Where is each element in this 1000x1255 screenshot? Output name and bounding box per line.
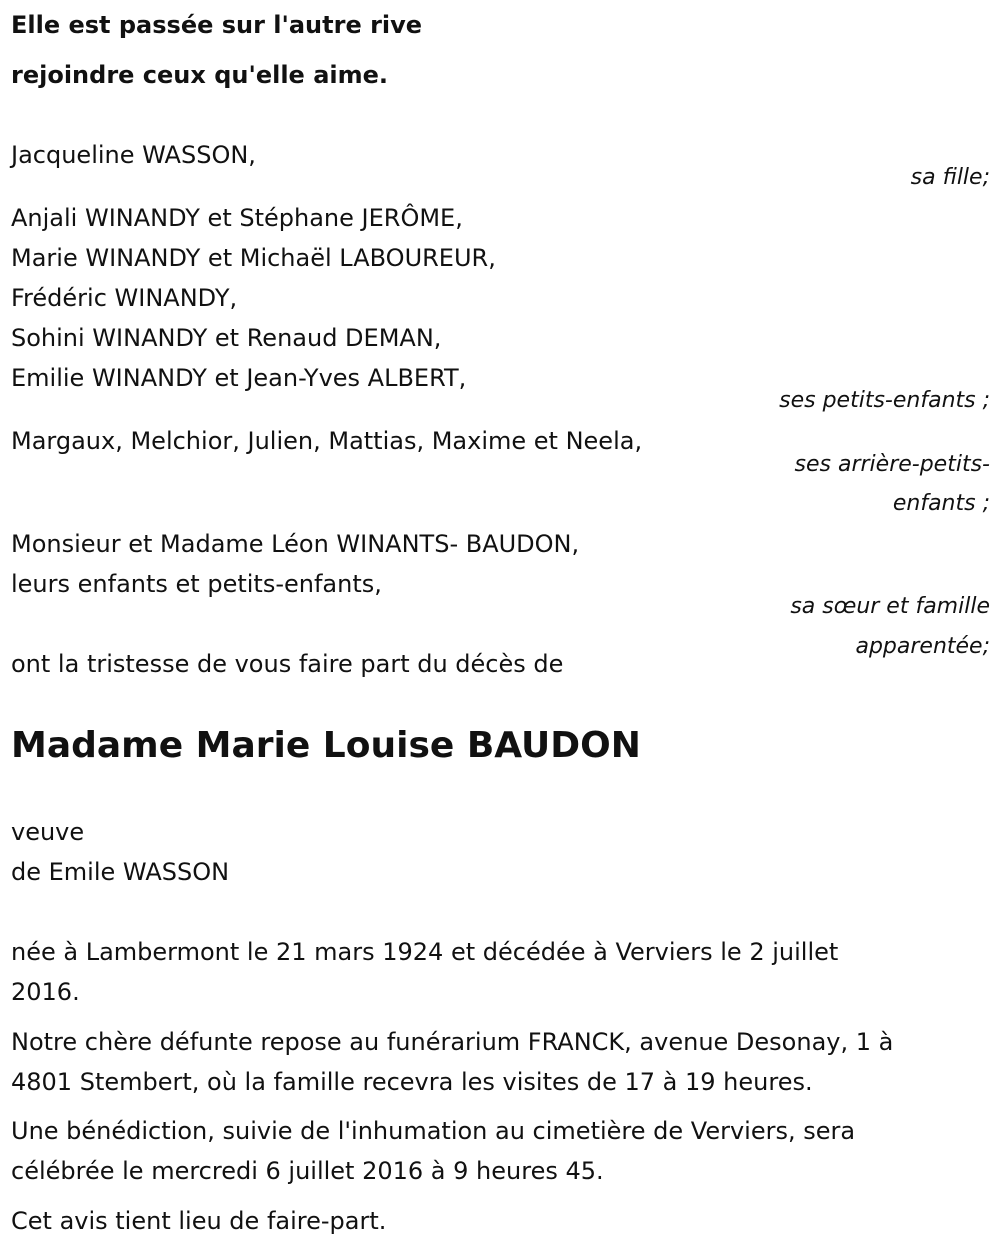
daughter-role: sa fille; — [910, 165, 990, 190]
birth-death-line-1: née à Lambermont le 21 mars 1924 et décédée à Verviers le 2 juillet — [11, 938, 839, 966]
daughter-name: Jacqueline WASSON, — [11, 141, 256, 169]
birth-death-line-2: 2016. — [11, 978, 80, 1006]
great-grandchildren-role-line-2: enfants ; — [892, 491, 990, 516]
sister-line-2: leurs enfants et petits-enfants, — [11, 570, 382, 598]
announcement: ont la tristesse de vous faire part du décès de — [11, 650, 564, 678]
widow-line-2: de Emile WASSON — [11, 858, 230, 886]
sister-line-1: Monsieur et Madame Léon WINANTS- BAUDON, — [11, 530, 580, 558]
grandchild-5: Emilie WINANDY et Jean-Yves ALBERT, — [11, 364, 467, 392]
funeral-home-line-2: 4801 Stembert, où la famille recevra les visites de 17 à 19 heures. — [11, 1068, 813, 1096]
grandchild-2: Marie WINANDY et Michaël LABOUREUR, — [11, 244, 496, 272]
epigraph-line-2: rejoindre ceux qu'elle aime. — [11, 61, 389, 89]
sister-role-line-1: sa sœur et famille — [790, 594, 990, 619]
great-grandchildren: Margaux, Melchior, Julien, Mattias, Maxime et Neela, — [11, 427, 643, 455]
deceased-name: Madame Marie Louise BAUDON — [11, 725, 641, 766]
sister-role-line-2: apparentée; — [855, 634, 990, 659]
ceremony-line-1: Une bénédiction, suivie de l'inhumation au cimetière de Verviers, sera — [11, 1117, 856, 1145]
grandchildren-role: ses petits-enfants ; — [779, 388, 990, 413]
closing-note: Cet avis tient lieu de faire-part. — [11, 1207, 387, 1235]
grandchild-3: Frédéric WINANDY, — [11, 284, 238, 312]
ceremony-line-2: célébrée le mercredi 6 juillet 2016 à 9 heures 45. — [11, 1157, 604, 1185]
widow-line-1: veuve — [11, 818, 85, 846]
grandchild-4: Sohini WINANDY et Renaud DEMAN, — [11, 324, 442, 352]
great-grandchildren-role-line-1: ses arrière-petits- — [794, 452, 990, 477]
funeral-home-line-1: Notre chère défunte repose au funérarium FRANCK, avenue Desonay, 1 à — [11, 1028, 894, 1056]
epigraph-line-1: Elle est passée sur l'autre rive — [11, 11, 423, 39]
grandchild-1: Anjali WINANDY et Stéphane JERÔME, — [11, 204, 463, 232]
